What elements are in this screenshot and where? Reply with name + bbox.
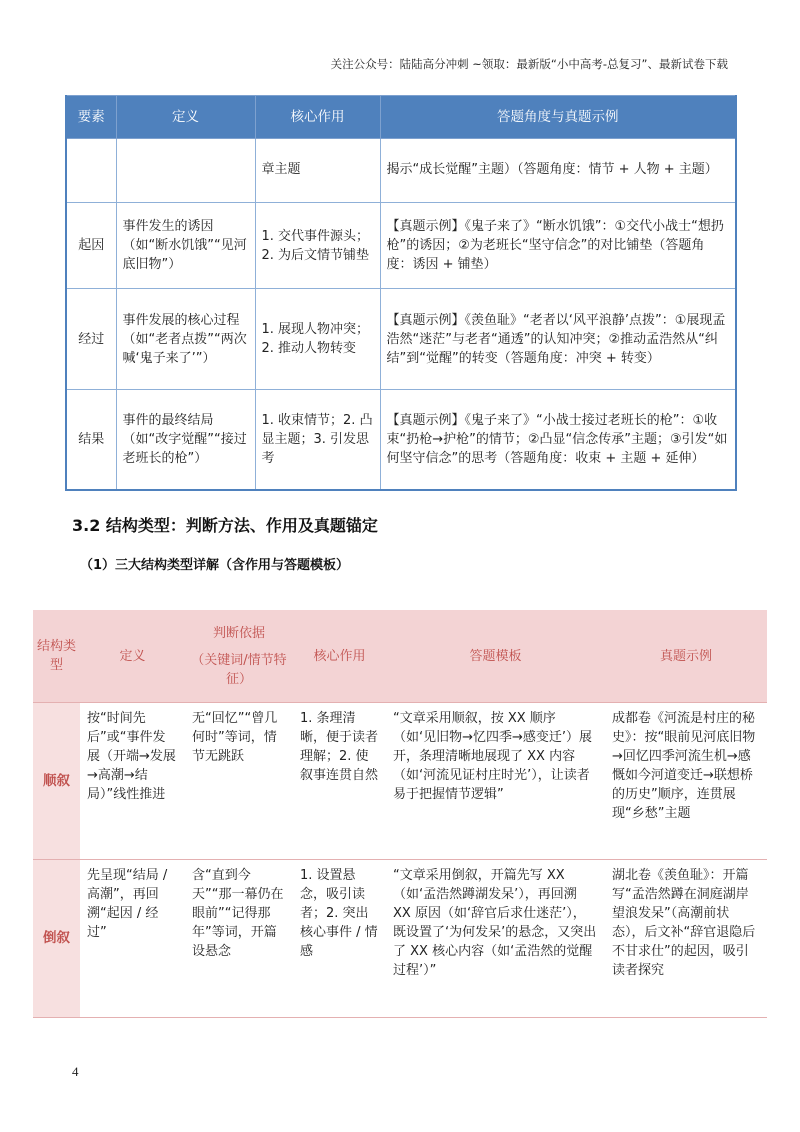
element-key: 经过 (66, 289, 116, 390)
element-key: 起因 (66, 203, 116, 289)
element-example: 揭示“成长觉醒”主题）（答题角度：情节 + 人物 + 主题） (380, 139, 736, 203)
element-key: 结果 (66, 390, 116, 491)
element-example: 【真题示例】《鬼子来了》“断水饥饿”：①交代小战士“想扔枪”的诱因；②为老班长“坚守信念”的对比铺垫（答题角度：诱因 + 铺垫） (380, 203, 736, 289)
structure-definition: 先呈现“结局 / 高潮”，再回溯“起因 / 经过” (80, 860, 185, 1018)
exam-example: 湖北卷《羡鱼耻》：开篇写“孟浩然蹲在洞庭湖岸望浪发呆”（高潮前状态），后文补“辞官退隐后不甘求仕”的起因，吸引读者探究 (605, 860, 767, 1018)
element-definition: 事件发展的核心过程（如“老者点拨”“两次喊‘鬼子来了’”） (116, 289, 255, 390)
table-row (33, 860, 767, 1018)
column-header (185, 610, 293, 703)
column-header: 答题模板 (386, 610, 605, 703)
column-header: 核心作用 (255, 96, 380, 139)
basis-header-line: 判断依据 (212, 625, 265, 641)
structure-basis: 无“回忆”“曾几何时”等词，情节无跳跃 (185, 703, 293, 860)
column-header: 答题角度与真题示例 (380, 96, 736, 139)
page-number: 4 (72, 1064, 79, 1079)
exam-example: 成都卷《河流是村庄的秘史》：按“眼前见河底旧物→回忆四季河流生机→感慨如今河道变迁→联想桥的历史”顺序，连贯展现“乡愁”主题 (605, 703, 767, 860)
structure-role: 1. 条理清晰，便于读者理解；2. 使叙事连贯自然 (293, 703, 386, 860)
column-header: 要素 (66, 96, 116, 139)
answer-template: “文章采用倒叙，开篇先写 XX（如‘孟浩然蹲湖发呆’），再回溯 XX 原因（如‘辞官后求仕迷茫’），既设置了‘为何发呆’的悬念，又突出了 XX 核心内容（如‘孟浩然的觉醒过程’）” (386, 860, 605, 1018)
structure-definition: 按“时间先后”或“事件发展（开端→发展→高潮→结局）”线性推进 (80, 703, 185, 860)
basis-header-line: （关键词/情节特征） (191, 652, 287, 687)
table-row (66, 203, 736, 289)
table-row (66, 139, 736, 203)
answer-template: “文章采用顺叙，按 XX 顺序（如‘见旧物→忆四季→感变迁’）展开，条理清晰地展现了 XX 内容（如‘河流见证村庄时光’），让读者易于把握情节逻辑” (386, 703, 605, 860)
table-header-row (33, 610, 767, 703)
header-note: 关注公众号：陆陆高分冲刺 ~领取：最新版“小中高考-总复习”、最新试卷下载 (330, 57, 728, 71)
element-role: 1. 交代事件源头；2. 为后文情节铺垫 (255, 203, 380, 289)
structure-types-table (33, 610, 767, 1018)
structure-type: 顺叙 (33, 703, 80, 860)
column-header: 结构类型 (33, 610, 80, 703)
element-definition (116, 139, 255, 203)
column-header: 定义 (80, 610, 185, 703)
element-example: 【真题示例】《羡鱼耻》“老者以‘风平浪静’点拨”：①展现孟浩然“迷茫”与老者“通透”的认知冲突；②推动孟浩然从“纠结”到“觉醒”的转变（答题角度：冲突 + 转变） (380, 289, 736, 390)
section-title: 3.2 结构类型：判断方法、作用及真题锚定 (72, 516, 378, 535)
table-row (66, 390, 736, 491)
structure-type: 倒叙 (33, 860, 80, 1018)
element-role: 章主题 (255, 139, 380, 203)
table-row (66, 289, 736, 390)
table-header-row (66, 96, 736, 139)
element-example: 【真题示例】《鬼子来了》“小战士接过老班长的枪”：①收束“扔枪→护枪”的情节；②凸显“信念传承”主题；③引发“如何坚守信念”的思考（答题角度：收束 + 主题 + 延伸） (380, 390, 736, 491)
element-definition: 事件的最终结局（如“改字觉醒”“接过老班长的枪”） (116, 390, 255, 491)
elements-table (65, 95, 737, 491)
structure-role: 1. 设置悬念，吸引读者；2. 突出核心事件 / 情感 (293, 860, 386, 1018)
column-header: 定义 (116, 96, 255, 139)
structure-basis: 含“直到今天”“那一幕仍在眼前”“记得那年”等词，开篇设悬念 (185, 860, 293, 1018)
sub-title: （1）三大结构类型详解（含作用与答题模板） (80, 558, 350, 573)
element-role: 1. 收束情节；2. 凸显主题；3. 引发思考 (255, 390, 380, 491)
element-key (66, 139, 116, 203)
element-definition: 事件发生的诱因（如“断水饥饿”“见河底旧物”） (116, 203, 255, 289)
column-header: 核心作用 (293, 610, 386, 703)
table-row (33, 703, 767, 860)
element-role: 1. 展现人物冲突；2. 推动人物转变 (255, 289, 380, 390)
column-header: 真题示例 (605, 610, 767, 703)
